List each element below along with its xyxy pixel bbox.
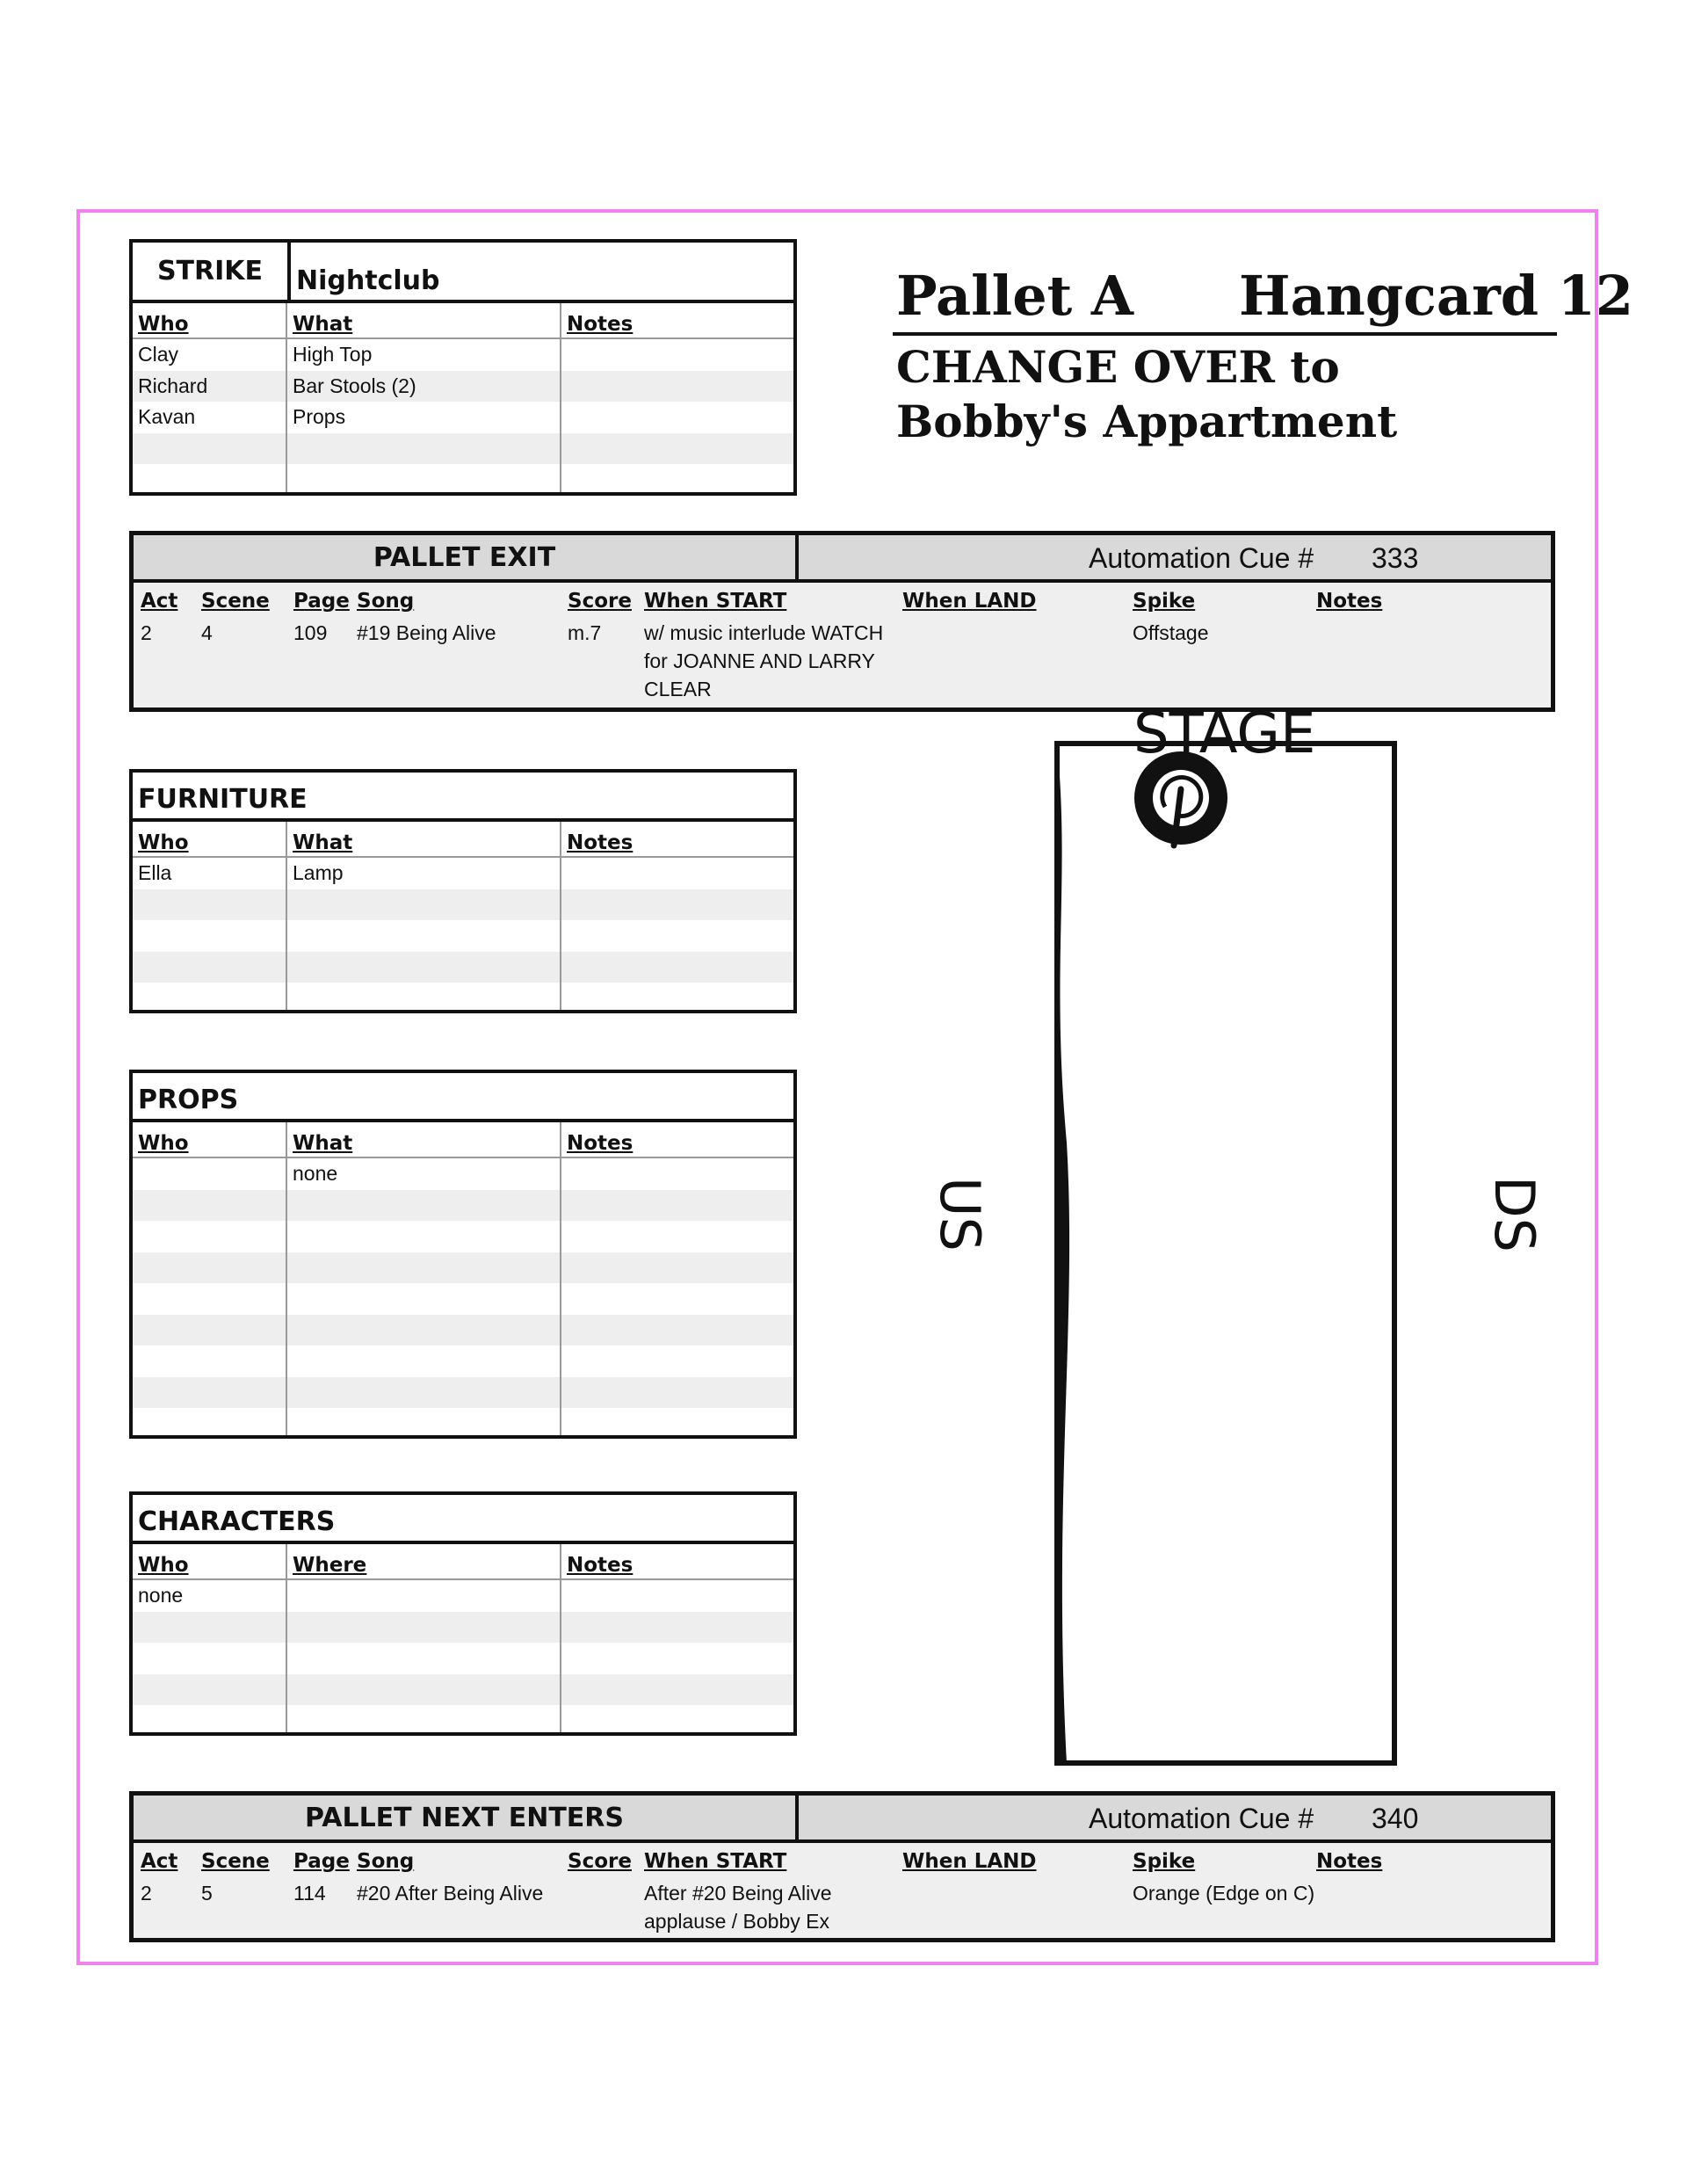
col-who: Who (133, 822, 287, 856)
cell-who: Ella (133, 858, 287, 889)
col-song: Song (357, 590, 415, 613)
cell-act: 2 (141, 1882, 152, 1905)
cell-who: none (133, 1580, 287, 1612)
cell-scene: 4 (201, 621, 213, 644)
col-notes: Notes (1316, 1850, 1383, 1873)
characters-title: CHARACTERS (133, 1495, 793, 1544)
col-notes: Notes (567, 831, 634, 854)
col-when-start: When START (644, 590, 787, 613)
stage-label: STAGE (1133, 701, 1316, 766)
pallet-title: Pallet A (896, 264, 1134, 328)
col-what: What (287, 822, 561, 856)
downstage-label: DS (1482, 1175, 1547, 1253)
hangcard-title: Hangcard 12 (1239, 264, 1633, 328)
col-page: Page (293, 1850, 350, 1873)
automation-cue-number: 333 (1372, 542, 1419, 574)
cell-song: #19 Being Alive (357, 621, 496, 644)
col-notes: Notes (567, 1132, 634, 1155)
furniture-title: FURNITURE (133, 773, 793, 822)
cell-act: 2 (141, 621, 152, 644)
cell-when-start-1: w/ music interlude WATCH (644, 621, 884, 644)
cell-score: m.7 (568, 621, 602, 644)
cell-who: Clay (133, 339, 287, 371)
cell-who: Kavan (133, 402, 287, 433)
col-what: What (287, 303, 561, 337)
col-spike: Spike (1133, 590, 1196, 613)
upstage-label: US (927, 1177, 992, 1252)
col-score: Score (568, 1850, 632, 1873)
changeover-line2: Bobby's Appartment (896, 395, 1398, 447)
strike-location: Nightclub (296, 265, 440, 296)
cell-when-start-1: After #20 Being Alive (644, 1882, 832, 1905)
cell-what: none (287, 1158, 561, 1190)
col-notes: Notes (567, 313, 634, 336)
col-who: Who (133, 1544, 287, 1578)
col-where: Where (287, 1544, 561, 1578)
cell-spike: Offstage (1133, 621, 1209, 644)
pallet-exit-title: PALLET EXIT (134, 535, 799, 579)
cell-what: Props (287, 402, 561, 433)
col-scene: Scene (201, 590, 270, 613)
col-when-land: When LAND (902, 590, 1037, 613)
cell-when-start-2: applause / Bobby Ex (644, 1910, 829, 1933)
col-who: Who (133, 303, 287, 337)
cell-who: Richard (133, 371, 287, 403)
col-what: What (287, 1122, 561, 1157)
cell-what: Lamp (287, 858, 561, 889)
col-scene: Scene (201, 1850, 270, 1873)
col-spike: Spike (1133, 1850, 1196, 1873)
col-when-start: When START (644, 1850, 787, 1873)
col-act: Act (141, 1850, 178, 1873)
col-song: Song (357, 1850, 415, 1873)
col-act: Act (141, 590, 178, 613)
cell-page: 114 (293, 1882, 326, 1905)
col-who: Who (133, 1122, 287, 1157)
cell-song: #20 After Being Alive (357, 1882, 544, 1905)
pallet-outline (1057, 744, 1394, 1763)
col-notes: Notes (567, 1554, 634, 1577)
changeover-line1: CHANGE OVER to (896, 341, 1340, 393)
props-title: PROPS (133, 1073, 793, 1122)
pallet-next-enters-title: PALLET NEXT ENTERS (134, 1796, 799, 1839)
cell-what: Bar Stools (2) (287, 371, 561, 403)
cell-when-start-2: for JOANNE AND LARRY (644, 649, 875, 672)
automation-cue-label: Automation Cue # (1089, 542, 1314, 574)
pallet-next-enters-header (134, 1796, 1551, 1843)
automation-cue-number: 340 (1372, 1803, 1419, 1834)
col-notes: Notes (1316, 590, 1383, 613)
pallet-next-enters-table (129, 1791, 1555, 1942)
cell-when-start-3: CLEAR (644, 678, 712, 700)
col-page: Page (293, 590, 350, 613)
col-score: Score (568, 590, 632, 613)
automation-cue (799, 1796, 1551, 1839)
cell-spike: Orange (Edge on C) (1133, 1882, 1315, 1905)
cell-scene: 5 (201, 1882, 213, 1905)
strike-label: STRIKE (133, 243, 291, 300)
automation-cue-label: Automation Cue # (1089, 1803, 1314, 1834)
col-when-land: When LAND (902, 1850, 1037, 1873)
cell-what: High Top (287, 339, 561, 371)
cell-page: 109 (293, 621, 328, 644)
